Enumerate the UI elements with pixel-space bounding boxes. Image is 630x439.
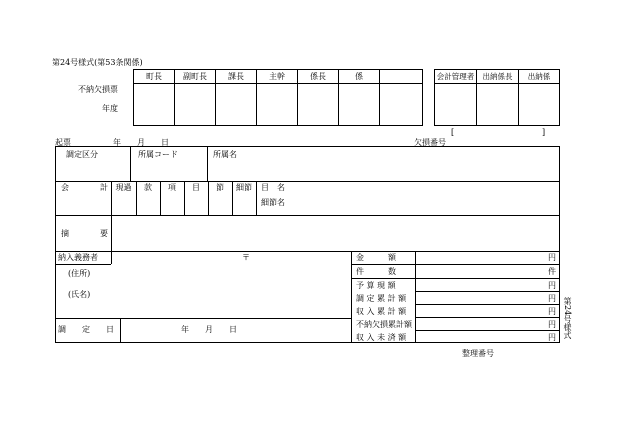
unpaid-unit: 円 [548,333,556,342]
approval-accountant: 会計管理者 [436,72,475,81]
approval-staff: 係 [355,72,363,81]
account-label-b: 計 [100,183,108,192]
issue-day: 日 [161,138,169,147]
deficit-total-label: 不納欠損累計額 [356,320,412,329]
bracket-close: ] [542,128,546,137]
col-kan: 款 [144,183,152,192]
ref-number-label: 整理番号 [462,349,494,358]
summary-label-a: 摘 [61,229,69,238]
adjust-date-day: 日 [229,325,237,334]
deficit-total-unit: 円 [548,320,556,329]
deficit-number-label: 欠損番号 [414,138,446,147]
address-label: (住所) [68,269,91,278]
issue-year: 年 [113,138,121,147]
issue-label: 起票 [55,138,71,147]
account-label-a: 会 [61,183,69,192]
adjust-date-month: 月 [205,325,213,334]
adjust-total-unit: 円 [548,294,556,303]
adjust-total-label: 調 定 累 計 額 [356,294,407,303]
dept-name-label: 所属名 [213,150,237,159]
approval-deputy-mayor: 副町長 [183,72,207,81]
approval-section-chief: 課長 [228,72,244,81]
count-label: 件 数 [356,267,396,276]
col-current-past: 現過 [115,183,132,192]
sub-item-name-label: 細節名 [261,198,285,207]
name-label: (氏名) [68,290,91,299]
revenue-total-label: 収 入 累 計 額 [356,307,407,316]
revenue-total-unit: 円 [548,307,556,316]
fiscal-year-label: 年度 [102,104,118,113]
dept-code-label: 所属コード [138,150,178,159]
budget-label: 予 算 現 額 [356,281,396,290]
approval-box-main [133,69,423,126]
approval-cashier-chief: 出納係長 [482,72,513,81]
adjust-category-label: 調定区分 [66,150,98,159]
approval-mayor: 町長 [146,72,162,81]
issue-month: 月 [137,138,145,147]
budget-unit: 円 [548,281,556,290]
count-unit: 件 [548,267,556,276]
form-number: 第24号様式(第53条関係) [52,58,143,67]
unpaid-label: 収 入 未 済 額 [356,333,407,342]
amount-label: 金 額 [356,253,396,262]
side-form-label: 第24号様式 [563,297,572,340]
adjust-date-year: 年 [181,325,189,334]
adjust-date-label: 調 定 日 [58,325,114,334]
approval-cashier: 出納係 [527,72,551,81]
payer-label: 納入義務者 [58,253,98,262]
summary-label-b: 要 [100,229,108,238]
postal-mark: 〒 [242,253,250,262]
bracket-open: [ [451,128,455,137]
amount-unit: 円 [548,253,556,262]
approval-unit-chief: 係長 [310,72,326,81]
doc-title: 不納欠損票 [78,85,118,94]
col-kou: 項 [168,183,176,192]
item-name-label: 目 名 [261,183,285,192]
col-setsu: 節 [216,183,224,192]
approval-box-accounting [434,69,560,126]
col-moku: 目 [192,183,200,192]
col-saisetsu: 細節 [236,183,252,192]
approval-director: 主幹 [269,72,285,81]
